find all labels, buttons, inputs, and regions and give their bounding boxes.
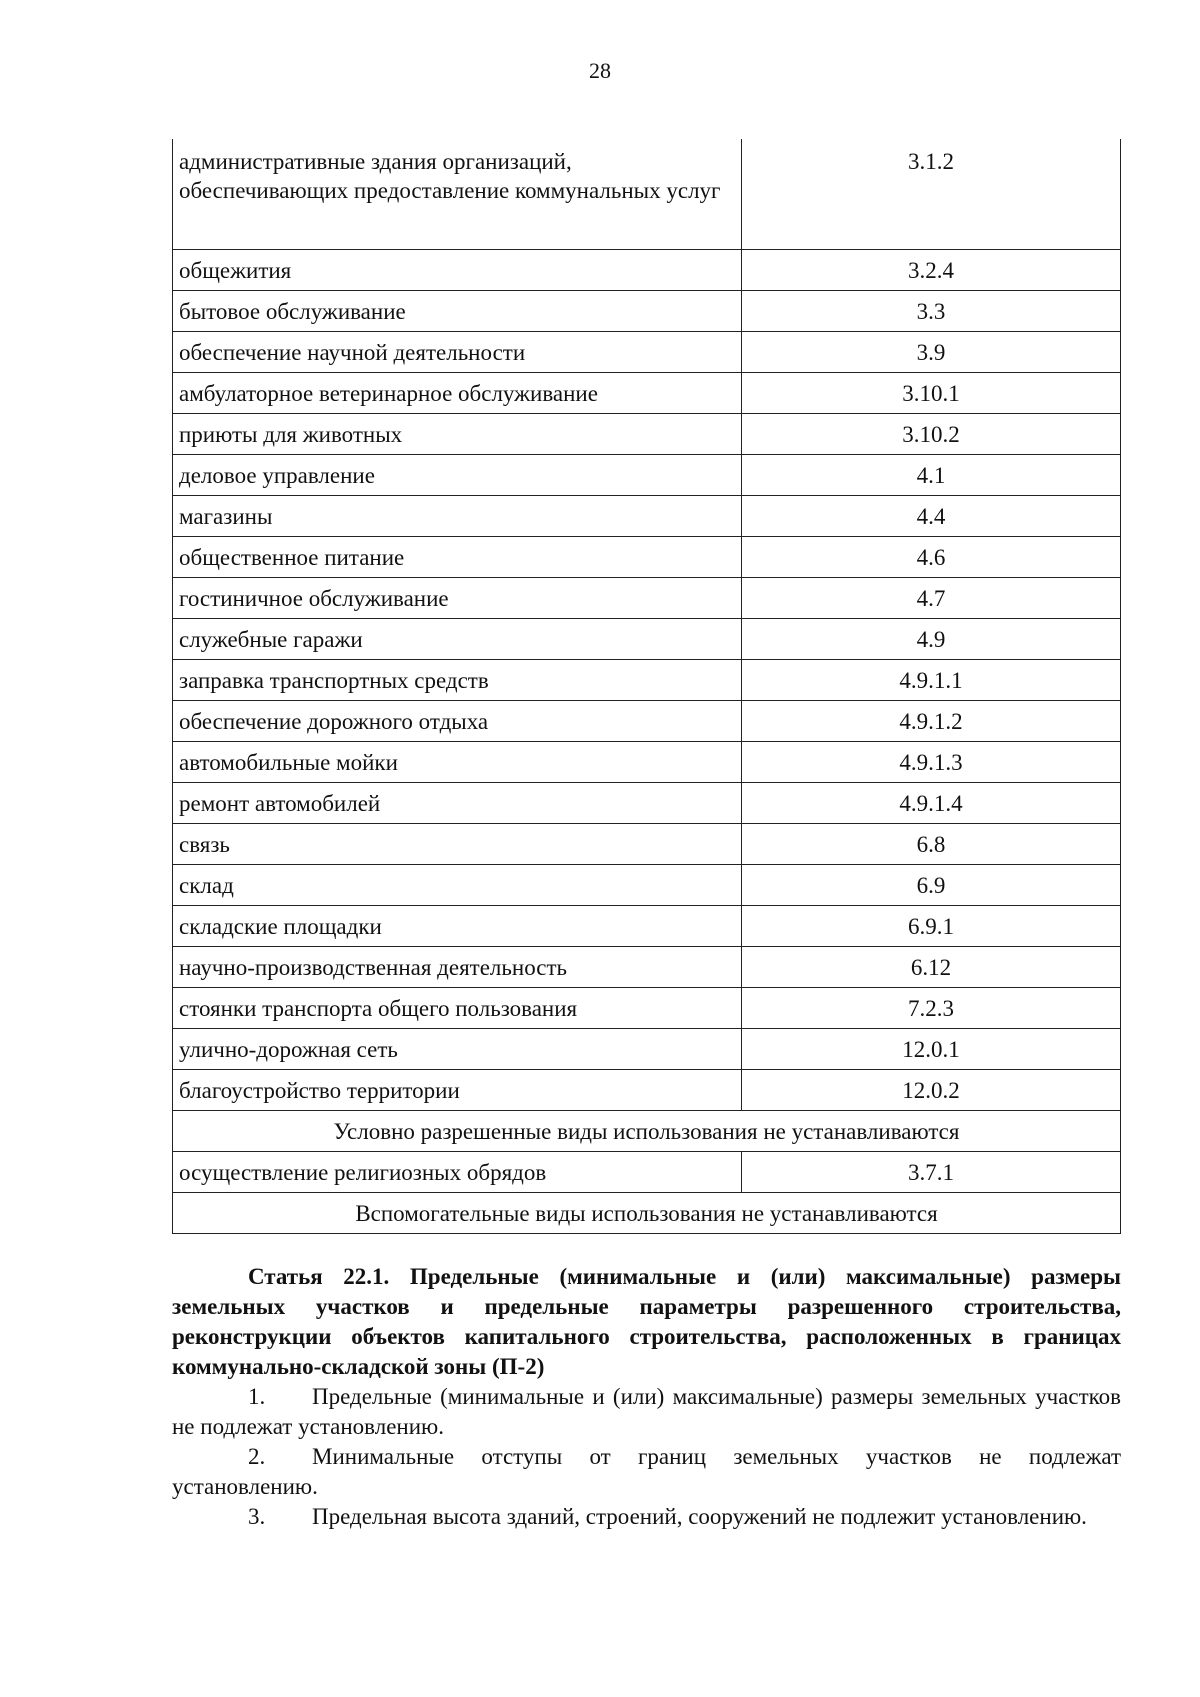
use-code: 6.12 bbox=[742, 947, 1121, 988]
use-code: 3.3 bbox=[742, 291, 1121, 332]
use-code: 6.9 bbox=[742, 865, 1121, 906]
use-name: складские площадки bbox=[173, 906, 742, 947]
use-code: 12.0.2 bbox=[742, 1070, 1121, 1111]
table-row bbox=[173, 1029, 1121, 1070]
use-name: приюты для животных bbox=[173, 414, 742, 455]
use-name: деловое управление bbox=[173, 455, 742, 496]
table-row bbox=[173, 783, 1121, 824]
table-row bbox=[173, 291, 1121, 332]
use-code: 12.0.1 bbox=[742, 1029, 1121, 1070]
use-code: 3.9 bbox=[742, 332, 1121, 373]
table-row bbox=[173, 619, 1121, 660]
use-name: магазины bbox=[173, 496, 742, 537]
table-row bbox=[173, 373, 1121, 414]
use-code: 6.9.1 bbox=[742, 906, 1121, 947]
item-number: 3. bbox=[248, 1504, 266, 1529]
use-code: 4.9 bbox=[742, 619, 1121, 660]
use-code: 4.9.1.1 bbox=[742, 660, 1121, 701]
table-row bbox=[173, 947, 1121, 988]
use-code: 4.6 bbox=[742, 537, 1121, 578]
use-name: обеспечение научной деятельности bbox=[173, 332, 742, 373]
use-name: научно-производственная деятельность bbox=[173, 947, 742, 988]
use-code: 3.10.2 bbox=[742, 414, 1121, 455]
use-name: автомобильные мойки bbox=[173, 742, 742, 783]
use-code: 4.9.1.2 bbox=[742, 701, 1121, 742]
use-name: осуществление религиозных обрядов bbox=[173, 1152, 742, 1193]
use-name: гостиничное обслуживание bbox=[173, 578, 742, 619]
table-row bbox=[173, 496, 1121, 537]
auxiliary-header-row bbox=[173, 1193, 1121, 1234]
table-row bbox=[173, 139, 1121, 250]
table-row bbox=[173, 414, 1121, 455]
item-text: Предельная высота зданий, строений, сооружений не подлежит установлению. bbox=[312, 1504, 1087, 1529]
use-name: обеспечение дорожного отдыха bbox=[173, 701, 742, 742]
use-name: общежития bbox=[173, 250, 742, 291]
use-code: 3.2.4 bbox=[742, 250, 1121, 291]
table-row bbox=[173, 824, 1121, 865]
page-number: 28 bbox=[589, 58, 611, 83]
use-code: 7.2.3 bbox=[742, 988, 1121, 1029]
table-row bbox=[173, 1152, 1121, 1193]
table-row bbox=[173, 1070, 1121, 1111]
use-code: 4.7 bbox=[742, 578, 1121, 619]
item-text: Минимальные отступы от границ земельных участков не подлежат установлению. bbox=[172, 1444, 1121, 1499]
article-heading: Статья 22.1. Предельные (минимальные и (или) максимальные) размеры земельных участков и предельные параметры разрешенного строительства, реконструкции объектов капитального строительства, расположенных в границах коммунально-складской зоны (П-2) bbox=[172, 1264, 1121, 1379]
use-name: благоустройство территории bbox=[173, 1070, 742, 1111]
use-name: служебные гаражи bbox=[173, 619, 742, 660]
table-row bbox=[173, 537, 1121, 578]
use-code: 4.1 bbox=[742, 455, 1121, 496]
use-name: амбулаторное ветеринарное обслуживание bbox=[173, 373, 742, 414]
article-item bbox=[172, 1502, 1121, 1532]
use-code: 6.8 bbox=[742, 824, 1121, 865]
use-code: 4.9.1.4 bbox=[742, 783, 1121, 824]
use-code: 4.9.1.3 bbox=[742, 742, 1121, 783]
use-name: административные здания организаций, обеспечивающих предоставление коммунальных услуг bbox=[173, 139, 742, 250]
use-code: 3.1.2 bbox=[742, 139, 1121, 250]
table-row bbox=[173, 865, 1121, 906]
table-row bbox=[173, 906, 1121, 947]
land-use-table bbox=[172, 139, 1121, 1234]
table-row bbox=[173, 988, 1121, 1029]
table-row bbox=[173, 455, 1121, 496]
land-use-rows bbox=[173, 139, 1121, 1111]
auxiliary-header: Вспомогательные виды использования не устанавливаются bbox=[173, 1193, 1121, 1234]
use-name: склад bbox=[173, 865, 742, 906]
use-name: общественное питание bbox=[173, 537, 742, 578]
article-item bbox=[172, 1442, 1121, 1502]
table-row bbox=[173, 578, 1121, 619]
use-name: улично-дорожная сеть bbox=[173, 1029, 742, 1070]
use-code: 3.7.1 bbox=[742, 1152, 1121, 1193]
use-name: стоянки транспорта общего пользования bbox=[173, 988, 742, 1029]
conditional-header-row bbox=[173, 1111, 1121, 1152]
item-text: Предельные (минимальные и (или) максимальные) размеры земельных участков не подлежат установлению. bbox=[172, 1384, 1121, 1439]
item-number: 2. bbox=[248, 1444, 266, 1469]
table-row bbox=[173, 660, 1121, 701]
table-row bbox=[173, 250, 1121, 291]
item-number: 1. bbox=[248, 1384, 266, 1409]
use-code: 4.4 bbox=[742, 496, 1121, 537]
use-name: заправка транспортных средств bbox=[173, 660, 742, 701]
use-code: 3.10.1 bbox=[742, 373, 1121, 414]
article-section bbox=[172, 1262, 1121, 1532]
use-name: ремонт автомобилей bbox=[173, 783, 742, 824]
use-name: связь bbox=[173, 824, 742, 865]
table-row bbox=[173, 742, 1121, 783]
table-row bbox=[173, 332, 1121, 373]
conditional-header: Условно разрешенные виды использования не устанавливаются bbox=[173, 1111, 1121, 1152]
table-row bbox=[173, 701, 1121, 742]
article-item bbox=[172, 1382, 1121, 1442]
conditional-section bbox=[173, 1111, 1121, 1234]
use-name: бытовое обслуживание bbox=[173, 291, 742, 332]
